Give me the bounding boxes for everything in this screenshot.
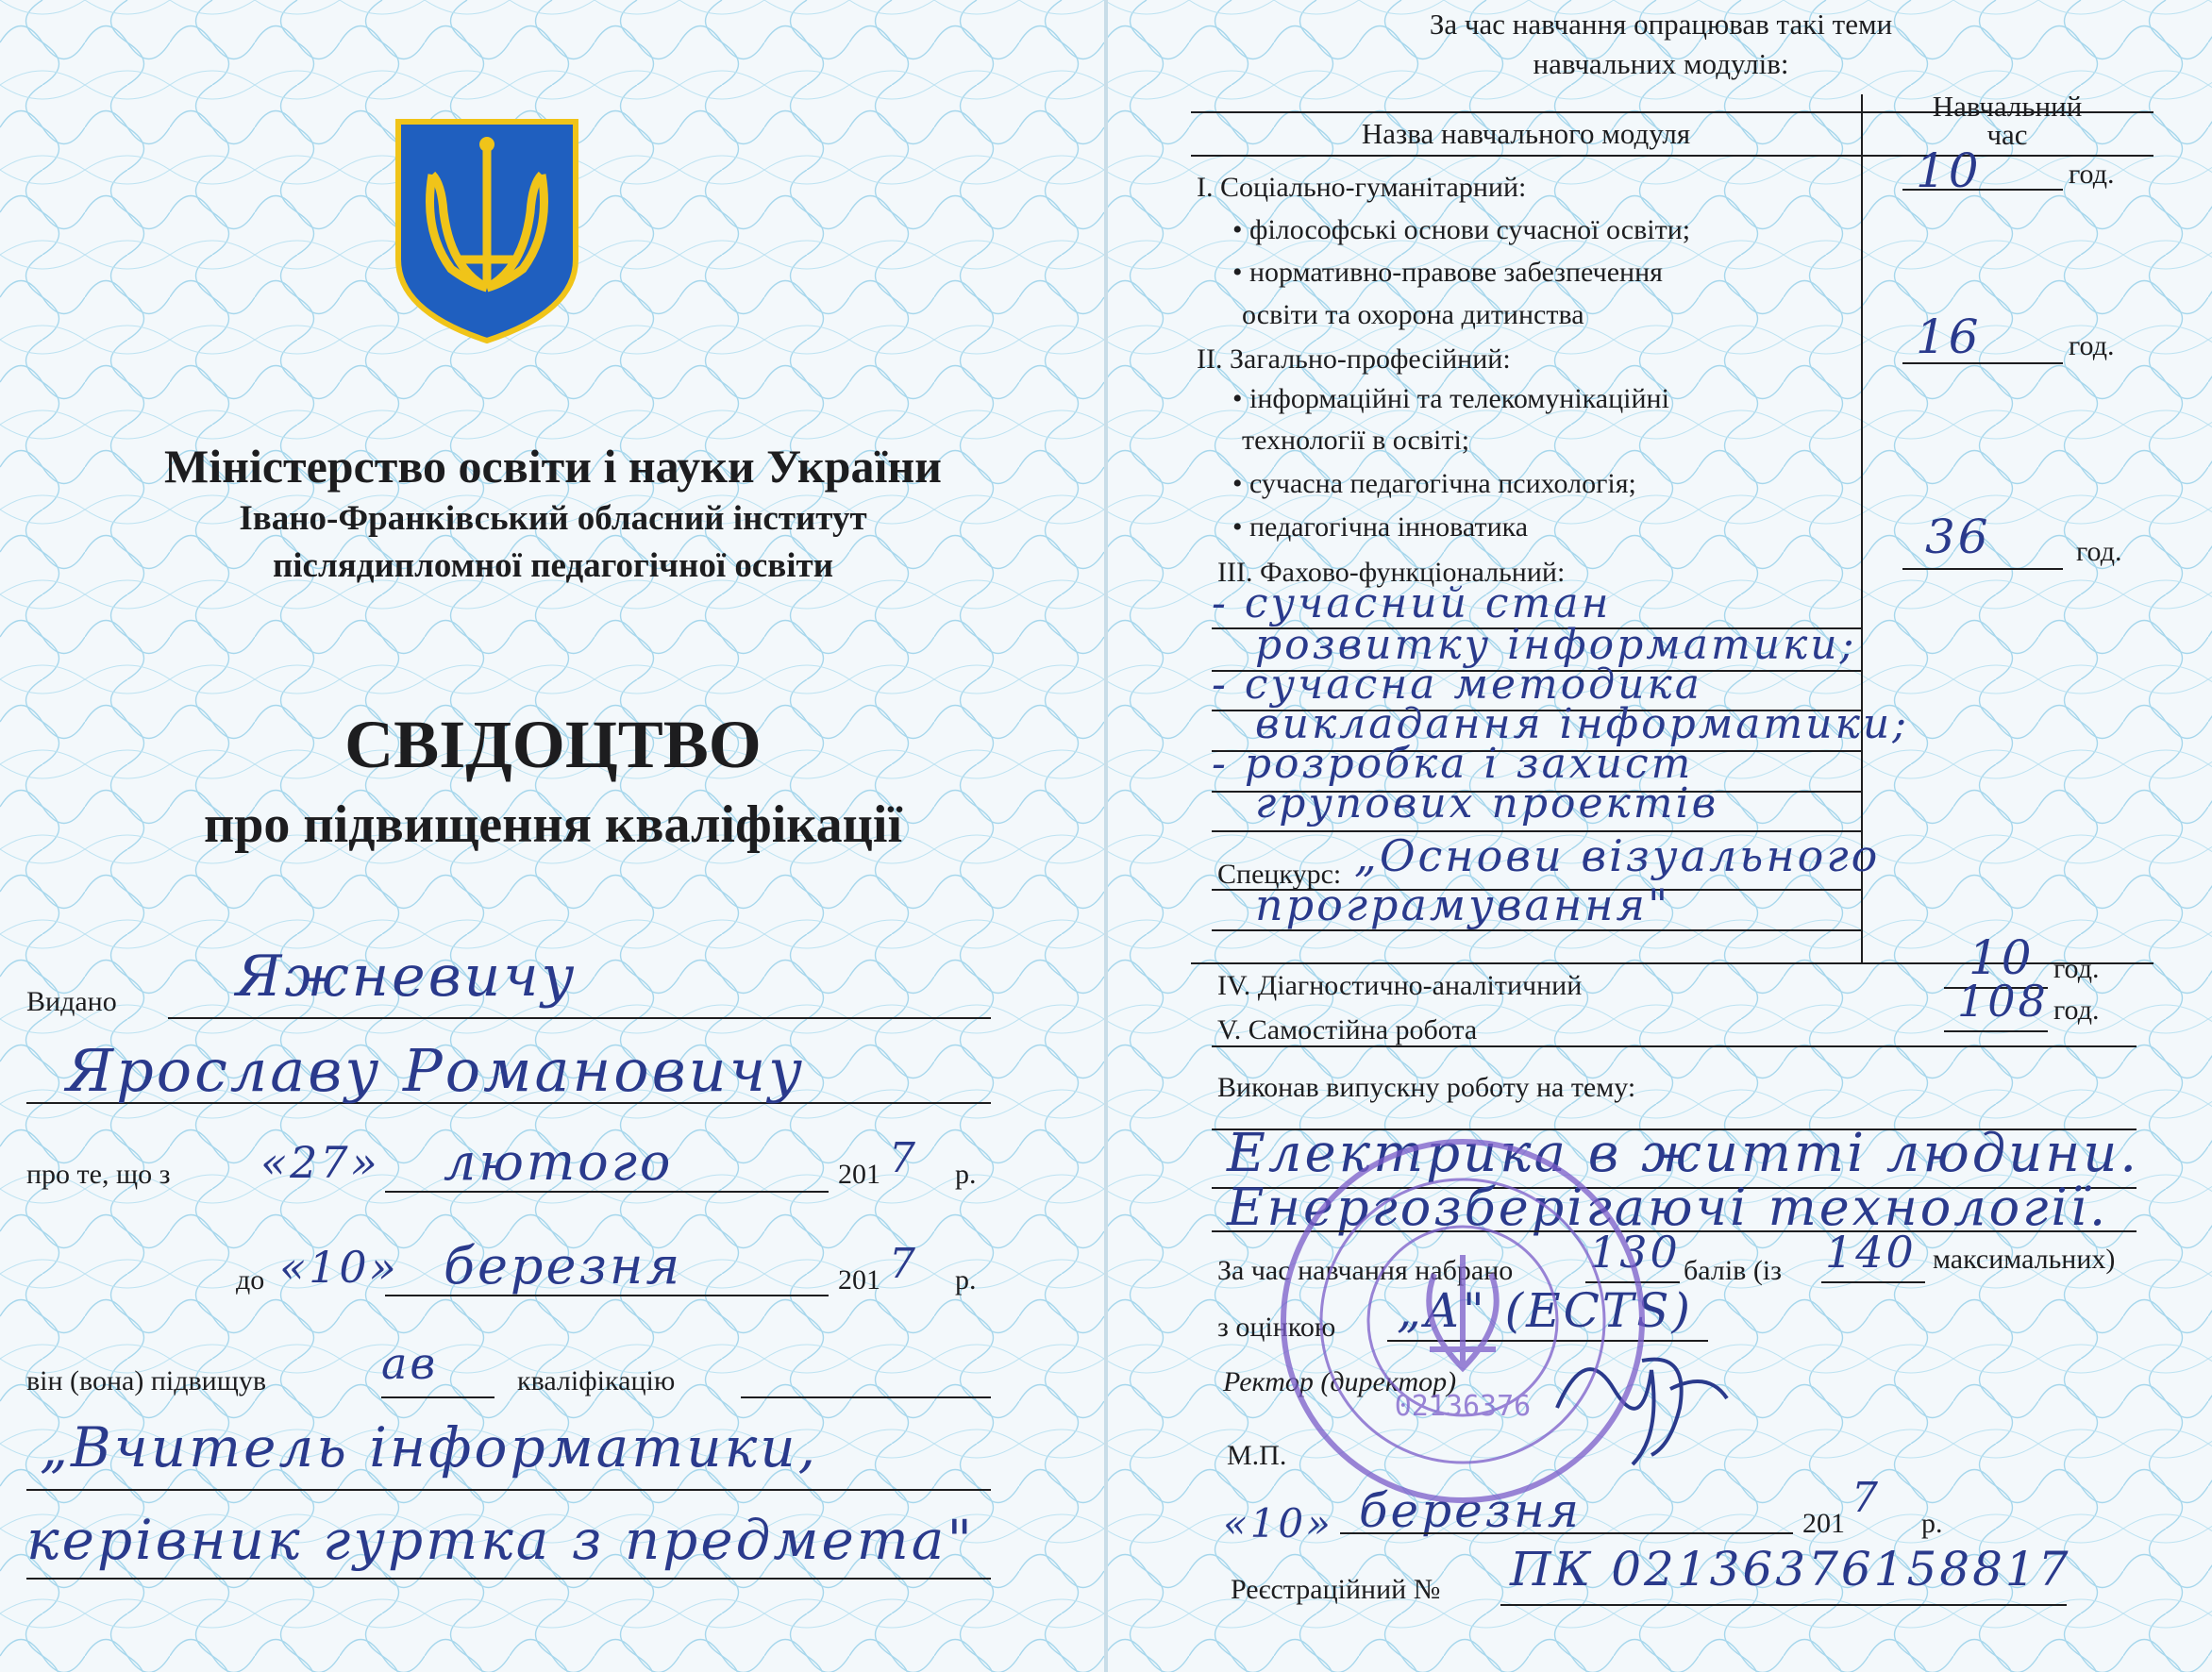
- module-3-topic: - сучасний стан: [1212, 579, 1612, 627]
- module-5-title: V. Самостійна робота: [1217, 1014, 1478, 1045]
- module-3-topic: викладання інформатики;: [1255, 700, 1910, 748]
- to-year-prefix: 201: [838, 1264, 880, 1296]
- institution-stamp-icon: [1274, 1132, 1651, 1510]
- qualification-line1: „Вчитель інформатики,: [40, 1415, 819, 1480]
- hours-unit: год.: [2069, 159, 2115, 190]
- module-3-topic: - розробка і захист: [1212, 740, 1694, 788]
- document-subtitle: про підвищення кваліфікації: [203, 795, 903, 854]
- qualification-label: кваліфікацію: [517, 1365, 676, 1396]
- module-2-item: • сучасна педагогічна психологія;: [1232, 468, 1636, 499]
- module-3-title: ІІІ. Фахово-функціональний:: [1217, 557, 1566, 588]
- from-month: лютого: [444, 1132, 674, 1192]
- hours-unit: год.: [2069, 330, 2115, 361]
- hours-unit: год.: [2053, 995, 2100, 1026]
- module-2-item: технології в освіті;: [1242, 425, 1470, 456]
- intro-line2: навчальних модулів:: [1533, 47, 1789, 80]
- thesis-label: Виконав випускну роботу на тему:: [1217, 1072, 1636, 1103]
- module-3-topic: розвитку інформатики;: [1255, 621, 1857, 669]
- from-year-digit: 7: [889, 1134, 918, 1182]
- from-label: про те, що з: [26, 1159, 171, 1190]
- module-1-item: • нормативно-правове забезпечення: [1232, 257, 1663, 288]
- from-day: «27»: [260, 1137, 380, 1188]
- column-hours-header: Навчальний час: [1932, 90, 2083, 151]
- coat-of-arms-icon: [394, 118, 579, 344]
- institute-name-line1: Івано-Франківський обласний інститут: [239, 499, 867, 538]
- module-4-title: IV. Діагностично-аналітичний: [1217, 970, 1583, 1001]
- special-course-line1: „Основи візуального: [1354, 830, 1881, 881]
- column-module-header: Назва навчального модуля: [1361, 117, 1691, 150]
- module-1-title: І. Соціально-гуманітарний:: [1197, 172, 1527, 203]
- intro-line1: За час навчання опрацював такі теми: [1429, 8, 1893, 41]
- from-year-prefix: 201: [838, 1159, 880, 1190]
- module-2-title: ІІ. Загально-професійний:: [1197, 343, 1511, 375]
- ministry-name: Міністерство освіти і науки України: [164, 440, 942, 493]
- sign-date-day: «10»: [1223, 1500, 1333, 1547]
- sign-date-year-suffix: р.: [1921, 1508, 1943, 1539]
- score-value: 130: [1589, 1227, 1681, 1278]
- module-3-topic: групових проектів: [1255, 779, 1719, 828]
- score-label-of: балів (із: [1684, 1255, 1782, 1286]
- improved-label: він (вона) підвищув: [26, 1365, 267, 1396]
- grade-value: „А" (ECTS): [1397, 1283, 1694, 1338]
- score-label: За час навчання набрано: [1217, 1255, 1514, 1286]
- registration-label: Реєстраційний №: [1231, 1574, 1441, 1605]
- improved-suffix: ав: [381, 1338, 439, 1389]
- issued-surname: Яжневичу: [236, 944, 578, 1010]
- hours-unit: год.: [2076, 536, 2122, 567]
- module-3-hours: 36: [1925, 510, 1991, 564]
- document-title: СВІДОЦТВО: [344, 707, 762, 782]
- from-year-suffix: р.: [955, 1159, 977, 1190]
- module-3-topic: - сучасна методика: [1212, 660, 1702, 709]
- issued-name: Ярославу Романовичу: [66, 1036, 806, 1105]
- to-label: до: [236, 1264, 265, 1296]
- special-course-line2: програмування": [1255, 879, 1671, 930]
- module-2-item: • педагогічна інноватика: [1232, 511, 1529, 543]
- qualification-line2: керівник гуртка з предмета": [26, 1508, 976, 1572]
- score-max: 140: [1825, 1227, 1917, 1278]
- sign-date-month: березня: [1359, 1483, 1583, 1538]
- to-year-digit: 7: [889, 1240, 918, 1288]
- module-1-hours: 10: [1916, 143, 1982, 198]
- module-2-hours: 16: [1916, 309, 1982, 364]
- sign-date-year-digit: 7: [1852, 1474, 1881, 1522]
- stamp-code: 02136376: [1394, 1390, 1532, 1423]
- module-2-item: • інформаційні та телекомунікаційні: [1232, 383, 1669, 414]
- to-day: «10»: [279, 1242, 399, 1293]
- seal-label: М.П.: [1227, 1440, 1287, 1471]
- thesis-line2: Енергозберігаючі технології.: [1227, 1178, 2109, 1237]
- module-1-item: • філософські основи сучасної освіти;: [1232, 214, 1691, 245]
- module-4-hours: 10: [1969, 930, 2035, 985]
- issued-label: Видано: [26, 986, 117, 1017]
- grade-label: з оцінкою: [1217, 1312, 1336, 1343]
- sign-date-year-prefix: 201: [1802, 1508, 1845, 1539]
- to-year-suffix: р.: [955, 1264, 977, 1296]
- module-5-hours: 108: [1957, 976, 2049, 1027]
- module-1-item: освіти та охорона дитинства: [1242, 299, 1584, 330]
- institute-name-line2: післядипломної педагогічної освіти: [272, 546, 834, 585]
- hours-unit: год.: [2053, 953, 2100, 984]
- score-label-max: максимальних): [1933, 1244, 2116, 1275]
- rector-label: Ректор (директор): [1223, 1366, 1457, 1397]
- special-course-label: Спецкурс:: [1217, 859, 1342, 890]
- to-month: березня: [444, 1236, 683, 1296]
- thesis-line1: Електрика в житті людини.: [1227, 1123, 2140, 1184]
- registration-number: ПК 02136376158817: [1510, 1542, 2071, 1597]
